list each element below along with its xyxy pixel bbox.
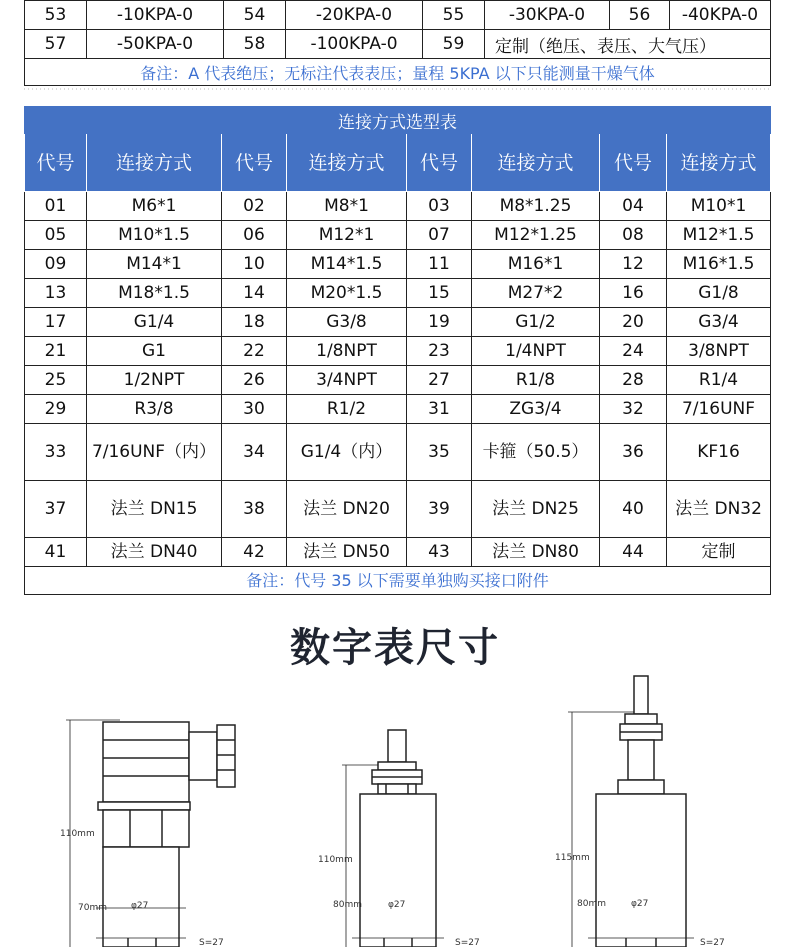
range-row — [25, 30, 771, 59]
cell-code: 34 — [222, 424, 287, 481]
cell-code: 25 — [25, 366, 87, 395]
cell-connection: M10*1.5 — [87, 221, 222, 250]
dim-spanner-3: S=27 — [700, 938, 725, 947]
cell-connection: G1/4（内） — [287, 424, 407, 481]
column-header-connection: 连接方式 — [667, 134, 771, 192]
cell-connection: G1/2 — [472, 308, 600, 337]
cell-connection: 3/8NPT — [667, 337, 771, 366]
cell-connection: 7/16UNF — [667, 395, 771, 424]
cell-code: 32 — [600, 395, 667, 424]
cell-code: 18 — [222, 308, 287, 337]
cell-connection: R1/2 — [287, 395, 407, 424]
cell-connection: 法兰 DN20 — [287, 481, 407, 538]
dim-spanner-1: S=27 — [199, 938, 224, 947]
cell-code: 17 — [25, 308, 87, 337]
cell-code: 26 — [222, 366, 287, 395]
cell-connection: 法兰 DN32 — [667, 481, 771, 538]
cell-connection: 1/2NPT — [87, 366, 222, 395]
cell-connection: 法兰 DN80 — [472, 538, 600, 567]
cell-connection: 法兰 DN50 — [287, 538, 407, 567]
cell-code: 42 — [222, 538, 287, 567]
range-value: -100KPA-0 — [286, 30, 423, 59]
column-header-code: 代号 — [222, 134, 287, 192]
cell-connection: 法兰 DN25 — [472, 481, 600, 538]
cell-connection: 7/16UNF（内） — [87, 424, 222, 481]
column-header-connection: 连接方式 — [87, 134, 222, 192]
connection-table-header — [25, 134, 771, 192]
connection-note: 备注：代号 35 以下需要单独购买接口附件 — [25, 567, 771, 595]
range-code: 57 — [25, 30, 87, 59]
cell-code: 22 — [222, 337, 287, 366]
range-table — [24, 0, 771, 86]
range-value: -50KPA-0 — [87, 30, 224, 59]
cell-code: 36 — [600, 424, 667, 481]
dim-spanner-2: S=27 — [455, 938, 480, 947]
column-header-code: 代号 — [600, 134, 667, 192]
cell-code: 20 — [600, 308, 667, 337]
dim-height-body-3: 80mm — [577, 899, 606, 909]
cell-code: 38 — [222, 481, 287, 538]
cell-connection: M12*1.5 — [667, 221, 771, 250]
cell-connection: G1/4 — [87, 308, 222, 337]
range-note: 备注：A 代表绝压；无标注代表表压；量程 5KPA 以下只能测量干燥气体 — [25, 59, 771, 86]
cell-code: 03 — [407, 192, 472, 221]
cell-connection: 法兰 DN15 — [87, 481, 222, 538]
cell-connection: 1/4NPT — [472, 337, 600, 366]
dim-height-body-2: 80mm — [333, 900, 362, 910]
cell-code: 21 — [25, 337, 87, 366]
cell-connection: 1/8NPT — [287, 337, 407, 366]
dim-diameter-3: φ27 — [631, 899, 649, 909]
cell-connection: G3/8 — [287, 308, 407, 337]
cell-connection: 法兰 DN40 — [87, 538, 222, 567]
cell-code: 19 — [407, 308, 472, 337]
range-code: 54 — [224, 1, 286, 30]
table-row — [25, 395, 771, 424]
dimension-drawings — [0, 670, 790, 947]
cell-connection: M8*1.25 — [472, 192, 600, 221]
cell-code: 41 — [25, 538, 87, 567]
cell-connection: M20*1.5 — [287, 279, 407, 308]
cell-code: 16 — [600, 279, 667, 308]
cell-connection: R1/4 — [667, 366, 771, 395]
cell-connection: G1/8 — [667, 279, 771, 308]
cell-code: 10 — [222, 250, 287, 279]
cell-code: 02 — [222, 192, 287, 221]
cell-connection: M18*1.5 — [87, 279, 222, 308]
cell-code: 35 — [407, 424, 472, 481]
cell-code: 28 — [600, 366, 667, 395]
column-header-code: 代号 — [25, 134, 87, 192]
range-value: -40KPA-0 — [670, 1, 771, 30]
range-code: 59 — [423, 30, 485, 59]
cell-code: 39 — [407, 481, 472, 538]
drawing-cable-gland — [342, 730, 444, 947]
section-title: 数字表尺寸 — [290, 625, 500, 671]
cell-code: 31 — [407, 395, 472, 424]
cell-connection: 定制 — [667, 538, 771, 567]
table-row — [25, 279, 771, 308]
cell-code: 14 — [222, 279, 287, 308]
range-value: 定制（绝压、表压、大气压） — [485, 30, 771, 59]
cell-connection: ZG3/4 — [472, 395, 600, 424]
range-code: 55 — [423, 1, 485, 30]
cell-code: 29 — [25, 395, 87, 424]
range-value: -20KPA-0 — [286, 1, 423, 30]
cell-code: 07 — [407, 221, 472, 250]
cell-code: 33 — [25, 424, 87, 481]
cell-code: 06 — [222, 221, 287, 250]
range-code: 58 — [224, 30, 286, 59]
cell-code: 12 — [600, 250, 667, 279]
dim-diameter-1: φ27 — [131, 901, 149, 911]
table-row — [25, 192, 771, 221]
cell-connection: M27*2 — [472, 279, 600, 308]
cell-connection: R3/8 — [87, 395, 222, 424]
dim-height-total-1: 110mm — [60, 829, 95, 839]
cell-code: 13 — [25, 279, 87, 308]
cell-code: 37 — [25, 481, 87, 538]
cell-code: 08 — [600, 221, 667, 250]
cell-connection: M16*1.5 — [667, 250, 771, 279]
dim-height-total-3: 115mm — [555, 853, 590, 863]
cell-code: 01 — [25, 192, 87, 221]
range-code: 56 — [610, 1, 670, 30]
table-row — [25, 366, 771, 395]
table-row — [25, 337, 771, 366]
table-row — [25, 424, 771, 481]
cell-connection: G3/4 — [667, 308, 771, 337]
cell-connection: M12*1 — [287, 221, 407, 250]
cell-code: 11 — [407, 250, 472, 279]
cell-connection: 3/4NPT — [287, 366, 407, 395]
cell-code: 27 — [407, 366, 472, 395]
cell-connection: M6*1 — [87, 192, 222, 221]
cell-code: 05 — [25, 221, 87, 250]
table-row — [25, 221, 771, 250]
cell-code: 43 — [407, 538, 472, 567]
cell-connection: 卡箍（50.5） — [472, 424, 600, 481]
cell-code: 15 — [407, 279, 472, 308]
cell-code: 04 — [600, 192, 667, 221]
range-row — [25, 1, 771, 30]
cell-connection: M16*1 — [472, 250, 600, 279]
connection-table-title: 连接方式选型表 — [25, 107, 771, 134]
dim-diameter-2: φ27 — [388, 900, 406, 910]
cell-connection: M14*1 — [87, 250, 222, 279]
connection-table — [24, 106, 771, 595]
range-note-row — [25, 59, 771, 86]
section-divider — [24, 88, 770, 90]
cell-code: 44 — [600, 538, 667, 567]
table-row — [25, 250, 771, 279]
cell-code: 09 — [25, 250, 87, 279]
table-row — [25, 538, 771, 567]
dim-height-total-2: 110mm — [318, 855, 353, 865]
cell-connection: M10*1 — [667, 192, 771, 221]
cell-code: 24 — [600, 337, 667, 366]
cell-connection: KF16 — [667, 424, 771, 481]
range-value: -30KPA-0 — [485, 1, 610, 30]
table-row — [25, 308, 771, 337]
cell-connection: M14*1.5 — [287, 250, 407, 279]
column-header-connection: 连接方式 — [287, 134, 407, 192]
cell-code: 40 — [600, 481, 667, 538]
range-value: -10KPA-0 — [87, 1, 224, 30]
range-code: 53 — [25, 1, 87, 30]
cell-connection: G1 — [87, 337, 222, 366]
dim-height-body-1: 70mm — [78, 903, 107, 913]
column-header-connection: 连接方式 — [472, 134, 600, 192]
column-header-code: 代号 — [407, 134, 472, 192]
cell-connection: M8*1 — [287, 192, 407, 221]
cell-code: 23 — [407, 337, 472, 366]
cell-code: 30 — [222, 395, 287, 424]
table-row — [25, 481, 771, 538]
cell-connection: R1/8 — [472, 366, 600, 395]
cell-connection: M12*1.25 — [472, 221, 600, 250]
